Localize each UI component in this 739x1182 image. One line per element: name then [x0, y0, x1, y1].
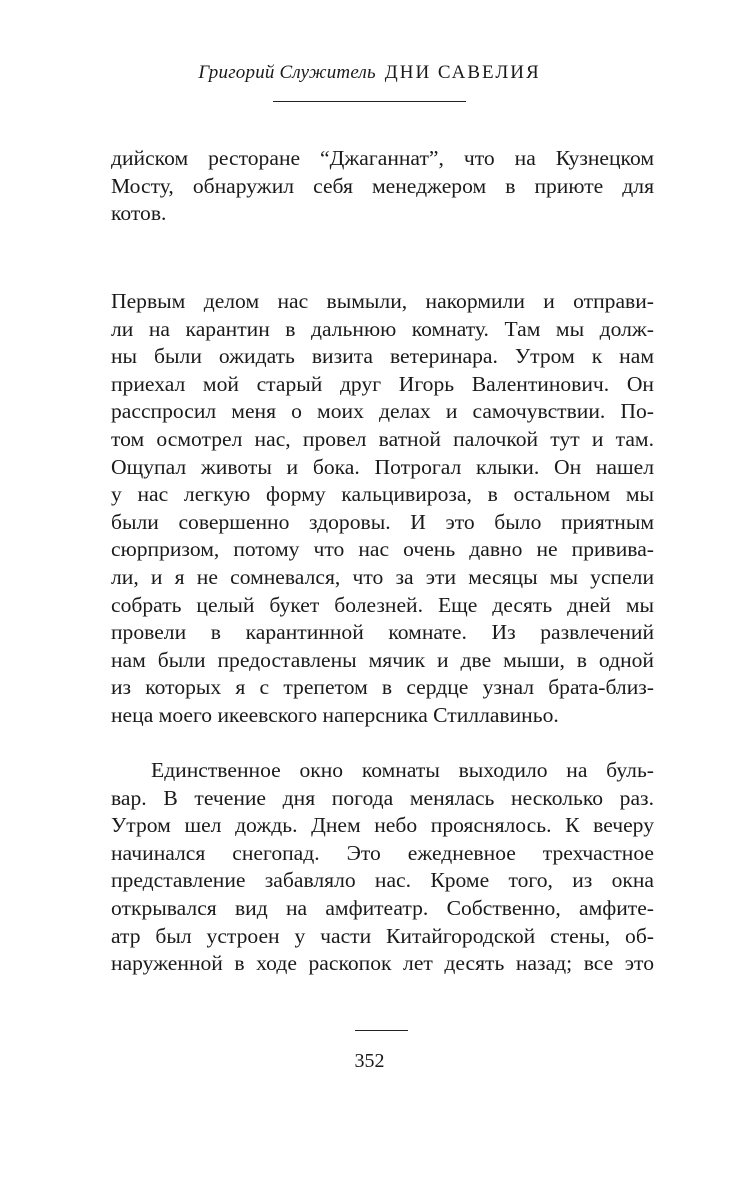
paragraph-section-start: [111, 288, 654, 730]
running-head-book-title: ДНИ САВЕЛИЯ: [384, 62, 541, 83]
text-line: представление забавляло нас. Кроме того, из окна: [111, 868, 654, 893]
running-head-author: Григорий Служитель: [198, 62, 376, 83]
text-line: ны были ожидать визита ветеринара. Утром к нам: [111, 344, 654, 369]
text-line: начинался снегопад. Это ежедневное трехчастное: [111, 840, 654, 865]
running-head: [0, 62, 739, 84]
text-line: были совершенно здоровы. И это было приятным: [111, 509, 654, 534]
text-line: у нас легкую форму кальцивироза, в остальном мы: [111, 482, 654, 507]
header-rule: [273, 101, 466, 102]
text-line: атр был устроен у части Китайгородской стены, об-: [111, 923, 654, 948]
text-line: Единственное окно комнаты выходило на буль-: [151, 758, 654, 782]
text-line: открывался вид на амфитеатр. Собственно, амфите-: [111, 895, 654, 920]
text-line: Ощупал животы и бока. Потрогал клыки. Он нашел: [111, 454, 654, 479]
text-line: Первым делом нас вымыли, накормили и отправи-: [111, 289, 654, 313]
text-line: из которых я с трепетом в сердце узнал брата-близ-: [111, 675, 654, 700]
text-line: Мосту, обнаружил себя менеджером в приюте для: [111, 173, 654, 198]
text-line: ли, и я не сомневался, что за эти месяцы мы успели: [111, 564, 654, 589]
text-line: приехал мой старый друг Игорь Валентинович. Он: [111, 371, 654, 396]
text-line: том осмотрел нас, провел ватной палочкой тут и там.: [111, 426, 654, 451]
text-line: Утром шел дождь. Днем небо прояснялось. К вечеру: [111, 813, 654, 838]
text-line: дийском ресторане “Джаганнат”, что на Кузнецком: [111, 146, 654, 170]
text-line: неца моего икеевского наперсника Стиллавиньо.: [111, 702, 559, 727]
text-line: котов.: [111, 201, 167, 226]
text-line: расспросил меня о моих делах и самочувствии. По-: [111, 399, 654, 424]
text-line: собрать целый букет болезней. Еще десять дней мы: [111, 592, 654, 617]
text-line: сюрпризом, потому что нас очень давно не привива-: [111, 537, 654, 562]
paragraph-indented: [111, 757, 654, 978]
text-line: провели в карантинной комнате. Из развлечений: [111, 620, 654, 645]
text-line: ли на карантин в дальнюю комнату. Там мы долж-: [111, 316, 654, 341]
text-line: вар. В течение дня погода менялась несколько раз.: [111, 785, 654, 810]
text-line: нам были предоставлены мячик и две мыши, в одной: [111, 647, 654, 672]
page-number: 352: [354, 1050, 385, 1072]
footer-rule: [355, 1030, 408, 1031]
paragraph-continued: [111, 145, 654, 228]
text-line: наруженной в ходе раскопок лет десять назад; все это: [111, 951, 654, 976]
